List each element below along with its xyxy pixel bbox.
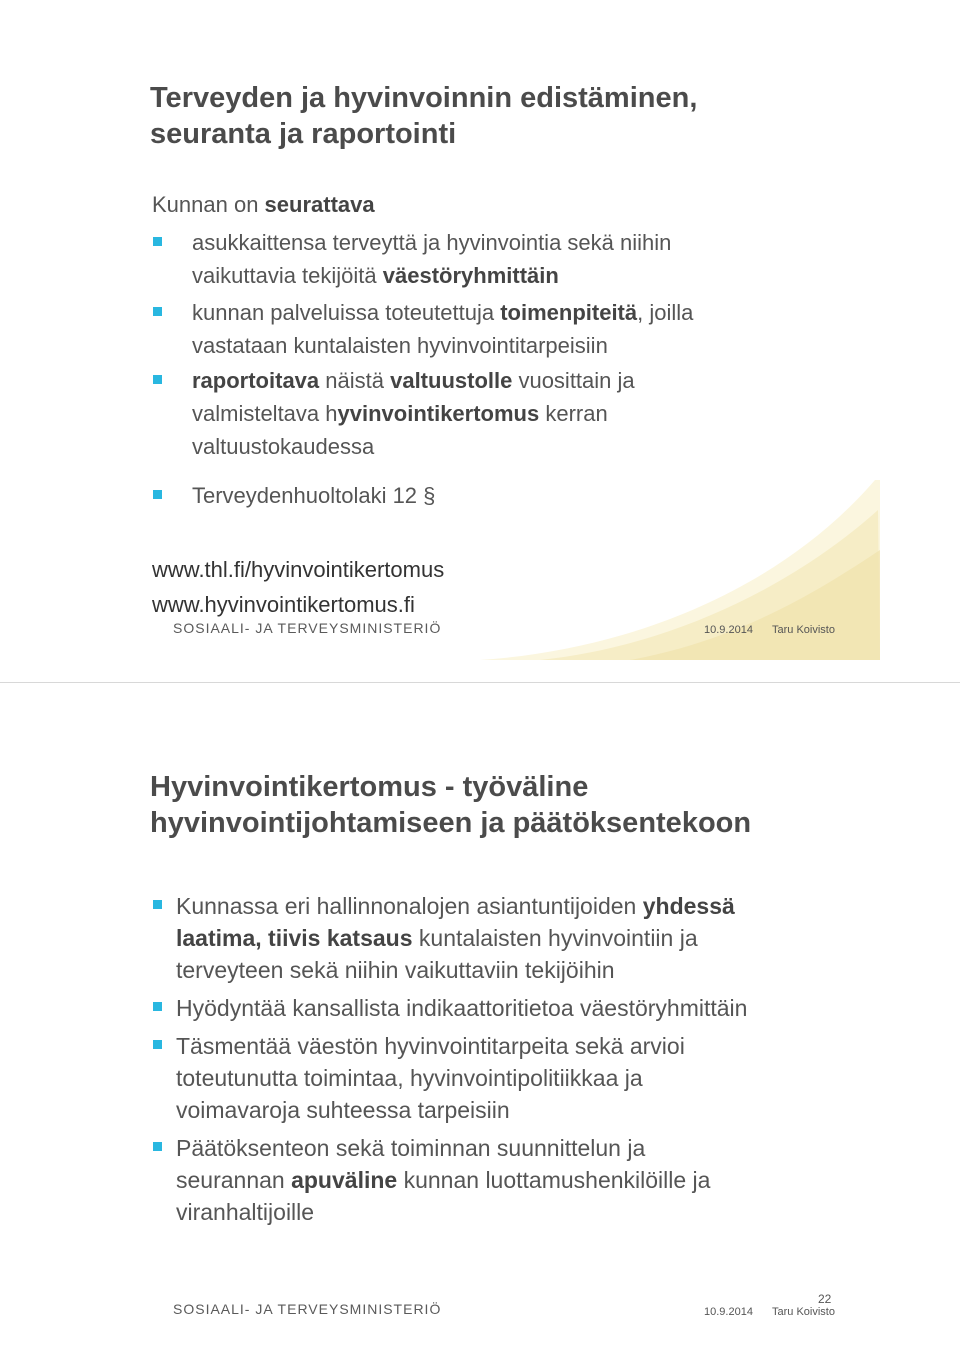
text: valmisteltava h [192,401,338,426]
text: näistä [319,368,391,393]
list-item [192,296,892,362]
slide-2 [0,683,960,1367]
line [192,479,892,512]
emphasis: toimenpiteitä [500,300,638,325]
list-item [192,226,892,292]
footer-date: 10.9.2014 [704,1306,753,1318]
emphasis: raportoitava [192,368,320,393]
text: , joilla [637,300,694,325]
text: kuntalaisten hyvinvointiin ja [412,925,698,951]
list-item [176,992,916,1024]
title-line-2: hyvinvointijohtamiseen ja päätöksentekoon [150,807,752,839]
bullet-square-icon [153,375,162,384]
bullet-square-icon [153,237,162,246]
text: toteutunutta toimintaa, hyvinvointipolitiikkaa ja [176,1065,643,1091]
list-item [176,1132,916,1228]
text: viranhaltijoille [176,1199,315,1225]
footer-author: Taru Koivisto [772,1306,835,1318]
line [192,226,892,259]
line [192,329,892,362]
line [192,364,892,397]
line [192,397,892,430]
text: Kunnassa eri hallinnonalojen asiantuntijoiden [176,893,643,919]
line [176,1062,916,1094]
bullet-square-icon [153,1002,162,1011]
text: seurannan [176,1167,292,1193]
text: Päätöksenteon sekä toiminnan suunnittelun ja [176,1135,646,1161]
text: asukkaittensa terveyttä ja hyvinvointia sekä niihin [192,230,672,255]
line [192,296,892,329]
text: terveyteen sekä niihin vaikuttaviin tekijöihin [176,957,615,983]
list-item [176,890,916,986]
bullet-square-icon [153,307,162,316]
line [176,922,916,954]
text: kerran [539,401,608,426]
page-number: 22 [818,1292,832,1306]
link-hyvinvointikertomus[interactable]: www.hyvinvointikertomus.fi [152,592,415,617]
text: kunnan palveluissa toteutettuja [192,300,501,325]
ministry-logo: SOSIAALI- JA TERVEYSMINISTERIÖ [173,620,442,636]
emphasis: väestöryhmittäin [382,263,559,288]
title-line-2: seuranta ja raportointi [150,118,457,150]
emphasis: apuväline [291,1167,398,1193]
link-thl[interactable]: www.thl.fi/hyvinvointikertomus [152,557,445,582]
text: Terveydenhuoltolaki 12 § [192,483,436,508]
text: kunnan luottamushenkilöille ja [397,1167,711,1193]
line [176,890,916,922]
footer-author: Taru Koivisto [772,624,835,636]
footer-date: 10.9.2014 [704,624,753,636]
bullet-square-icon [153,900,162,909]
text: Hyödyntää kansallista indikaattoritietoa väestöryhmittäin [176,995,748,1021]
text: vastataan kuntalaisten hyvinvointitarpeisiin [192,333,608,358]
line [176,1164,916,1196]
intro-bold: seurattava [264,192,375,217]
line [176,1030,916,1062]
line [176,992,916,1024]
title-line-1: Hyvinvointikertomus - työväline [150,771,589,803]
bullet-square-icon [153,1142,162,1151]
list-item [192,364,892,463]
ministry-logo: SOSIAALI- JA TERVEYSMINISTERIÖ [173,1301,442,1317]
intro-line [152,188,375,221]
line [192,259,892,292]
title-line-1: Terveyden ja hyvinvoinnin edistäminen, [150,82,698,114]
slide-title [150,769,751,841]
line [192,430,892,463]
line [176,1094,916,1126]
emphasis: yhdessä [642,893,735,919]
emphasis: valtuustolle [390,368,513,393]
bullet-list [192,226,892,512]
intro-plain: Kunnan on [152,192,265,217]
line [176,1196,916,1228]
text: Täsmentää väestön hyvinvointitarpeita sekä arvioi [176,1033,685,1059]
text: vaikuttavia tekijöitä [192,263,383,288]
line [176,954,916,986]
emphasis: laatima, tiivis katsaus [176,925,413,951]
bullet-square-icon [153,1040,162,1049]
line [176,1132,916,1164]
emphasis: yvinvointikertomus [337,401,540,426]
text: valtuustokaudessa [192,434,375,459]
slide-title [150,80,697,152]
text: voimavaroja suhteessa tarpeisiin [176,1097,510,1123]
bullet-list [176,890,916,1228]
list-item [192,479,892,512]
text: vuosittain ja [512,368,635,393]
bullet-square-icon [153,490,162,499]
slide-1 [0,0,960,683]
list-item [176,1030,916,1126]
